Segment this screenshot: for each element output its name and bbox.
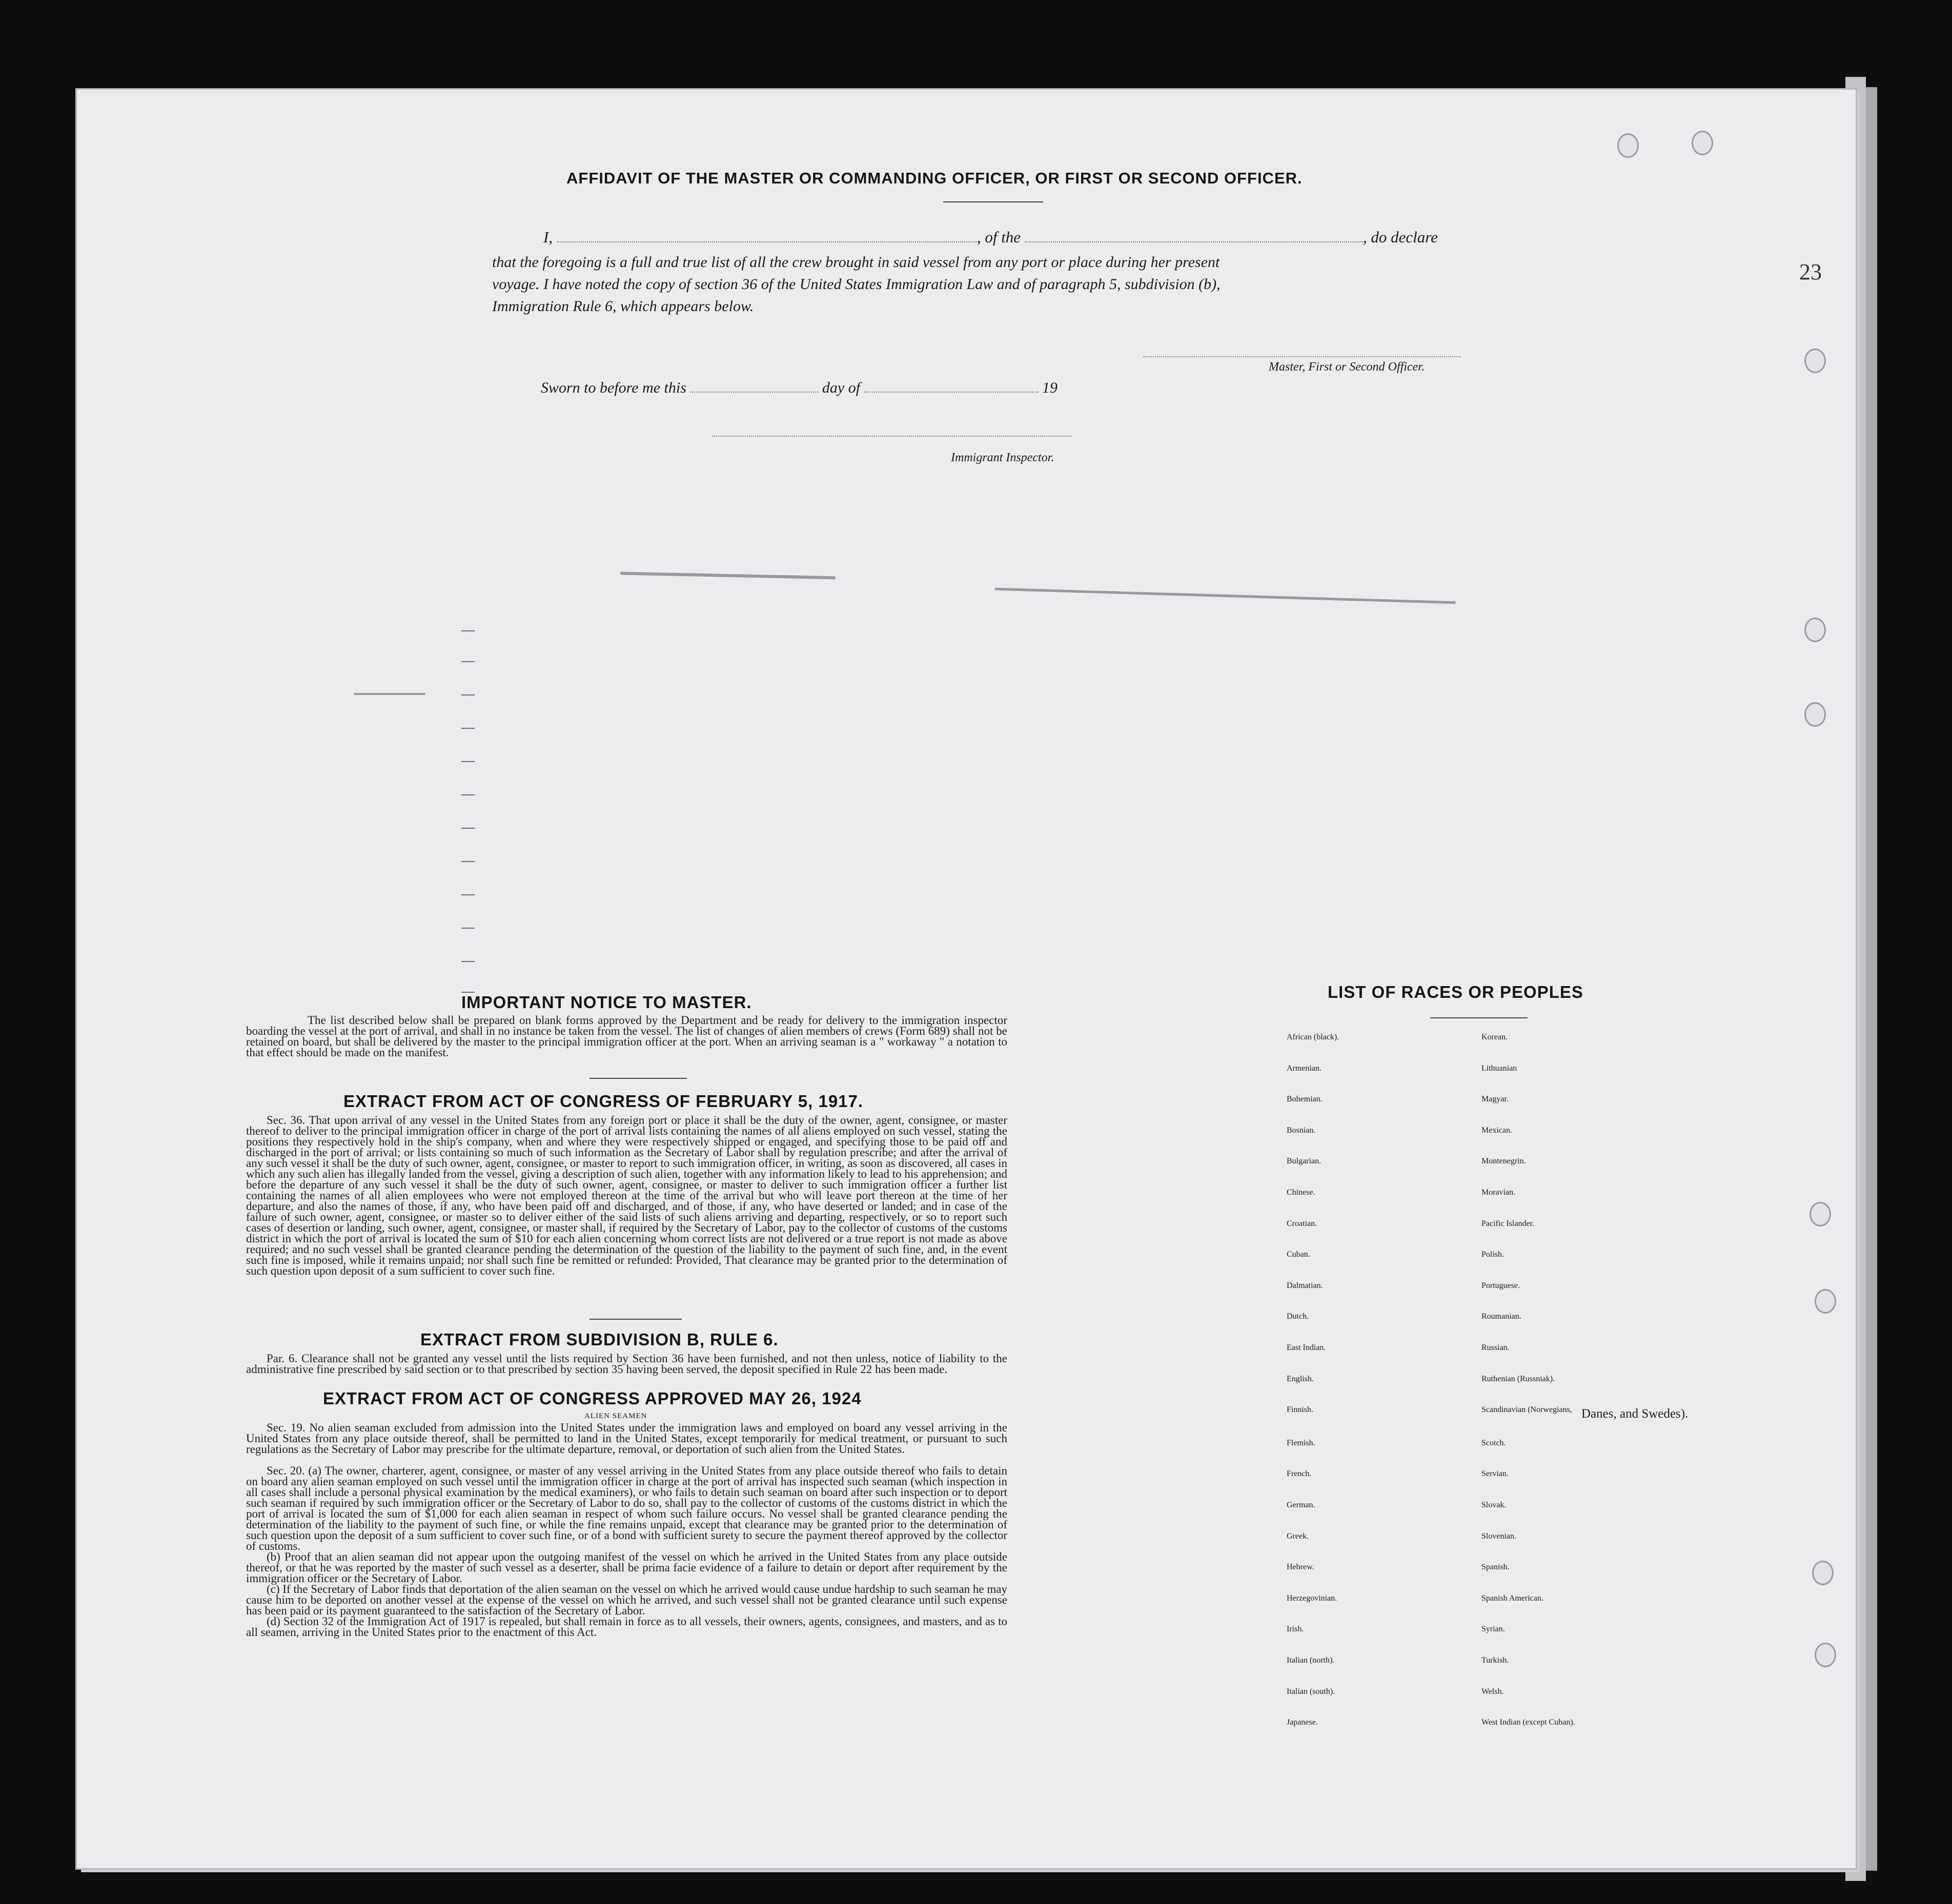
- races-title-rule: [1430, 1017, 1528, 1018]
- notice-title: IMPORTANT NOTICE TO MASTER.: [461, 993, 752, 1012]
- race-item: Portuguese.: [1481, 1281, 1520, 1290]
- day-of-label: day of: [822, 379, 861, 396]
- race-item: Scotch.: [1481, 1438, 1506, 1447]
- race-item: English.: [1287, 1374, 1314, 1383]
- race-item: Welsh.: [1481, 1687, 1504, 1696]
- race-item: Italian (north).: [1287, 1656, 1335, 1665]
- declaration-of-the: , of the: [977, 228, 1021, 246]
- declaration-body-3: Immigration Rule 6, which appears below.: [492, 298, 754, 315]
- extract-1924-sec20d: (d) Section 32 of the Immigration Act of 1917 is repealed, but shall remain in force as to all vessels, their owners, agents, consignees, and masters, and as to all seamen, arriving in the United States prior to the enactment of this Act.: [246, 1615, 1007, 1639]
- sworn-month-field[interactable]: [864, 392, 1039, 393]
- punch-hole: [1804, 349, 1826, 373]
- extract-1924-sec19: Sec. 19. No alien seaman excluded from admission into the United States under the immigration laws and employed on board any vessel arriving in the United States from any place outside thereof, shall be permitted to land in the United States, except temporarily for medical treatment, or pursuant to such regulations as the Secretary of Labor may prescribe for the ultimate departure, removal, or deportation of such alien from the United States.: [246, 1421, 1007, 1456]
- margin-page-number: 23: [1799, 259, 1822, 284]
- punch-hole: [1804, 702, 1826, 727]
- race-item: Mexican.: [1481, 1125, 1512, 1135]
- race-item: Ruthenian (Russniak).: [1481, 1374, 1555, 1383]
- ruling-tick: [461, 694, 475, 695]
- race-item: Magyar.: [1481, 1095, 1509, 1104]
- race-item: Pacific Islander.: [1481, 1219, 1535, 1228]
- extract-rule6-title: EXTRACT FROM SUBDIVISION B, RULE 6.: [420, 1330, 779, 1349]
- race-item: Bohemian.: [1287, 1095, 1323, 1104]
- ruling-tick: [461, 728, 475, 729]
- race-item: Roumanian.: [1481, 1312, 1521, 1321]
- race-item: Flemish.: [1287, 1438, 1315, 1447]
- ruling-tick: [461, 630, 475, 631]
- extract-1924-sec20b: (b) Proof that an alien seaman did not appear upon the outgoing manifest of the vessel on which he arrived in the United States from any place outside thereof, or that he was reported by the master of such vessel as a deserter, shall be prima facie evidence of a failure to detain or deport after requirement by the immigration officer or the Secretary of Labor.: [246, 1550, 1007, 1585]
- scan-smudge: [354, 693, 425, 695]
- race-item: East Indian.: [1287, 1343, 1326, 1352]
- extract-1917-title: EXTRACT FROM ACT OF CONGRESS OF FEBRUARY 5, 1917.: [343, 1092, 864, 1111]
- race-item: Chinese.: [1287, 1188, 1315, 1197]
- race-item: Turkish.: [1481, 1656, 1509, 1665]
- race-item: West Indian (except Cuban).: [1481, 1718, 1575, 1727]
- race-item: Korean.: [1481, 1033, 1508, 1041]
- master-signature-line[interactable]: [1143, 356, 1461, 357]
- affidavit-title: AFFIDAVIT OF THE MASTER OR COMMANDING OFFICER, OR FIRST OR SECOND OFFICER.: [566, 169, 1303, 187]
- scan-smudge: [994, 588, 1456, 604]
- ruling-tick: [461, 761, 475, 762]
- race-item: Scandinavian (Norwegians,: [1481, 1405, 1572, 1415]
- vessel-name-field[interactable]: [1025, 241, 1363, 242]
- race-item: Slovenian.: [1481, 1531, 1516, 1541]
- extract-1924-title: EXTRACT FROM ACT OF CONGRESS APPROVED MAY 26, 1924: [323, 1389, 862, 1408]
- race-item: African (black).: [1287, 1033, 1339, 1041]
- sworn-label: Sworn to before me this: [541, 379, 686, 396]
- race-item: Spanish.: [1481, 1563, 1510, 1572]
- ruling-tick: [461, 961, 475, 962]
- race-item: Lithuanian: [1481, 1063, 1517, 1073]
- punch-hole: [1809, 1202, 1831, 1226]
- race-item: Armenian.: [1287, 1063, 1321, 1073]
- punch-hole: [1617, 133, 1639, 158]
- race-item: Moravian.: [1481, 1188, 1516, 1197]
- race-item: Bulgarian.: [1287, 1157, 1321, 1166]
- race-item: Dutch.: [1287, 1312, 1309, 1321]
- punch-hole: [1692, 131, 1713, 155]
- affidavit-title-rule: [943, 201, 1043, 202]
- race-item: Montenegrin.: [1481, 1157, 1526, 1166]
- declaration-do-declare: , do declare: [1363, 228, 1438, 246]
- ruling-tick: [461, 894, 475, 895]
- sworn-day-field[interactable]: [690, 392, 818, 393]
- page-stack-edge: [1866, 87, 1877, 1871]
- race-item: Finnish.: [1287, 1405, 1314, 1415]
- extract-1917-rule: [589, 1319, 682, 1320]
- master-signature-label: Master, First or Second Officer.: [1269, 360, 1425, 374]
- extract-1917-text: Sec. 36. That upon arrival of any vessel in the United States from any foreign port or place it shall be the duty of the owner, agent, consignee, or master thereof to deliver to the principal immigration officer in charge of the port of arrival lists containing the names of all aliens employed on such vessel, stating the positions they respectively hold in the ship's company, when and where they were respectively shipped or engaged, and specifying those to be paid off and discharged in the port of arrival; or lists containing so much of such information as the Secretary of Labor shall by regulation prescribe; and after the arrival of any such vessel it shall be the duty of such owner, agent, consignee, or master to report to such immigration officer, in writing, as soon as discovered, all cases in which any such alien has illegally landed from the vessel, giving a description of such alien, together with any information likely to lead to his apprehension; and before the departure of any such vessel it shall be the duty of such owner, agent, consignee, or master to deliver to such immigration officer a further list containing the names of all alien employees who were not employed thereon at the time of the arrival but who will leave port thereon at the time of her departure, and also the names of those, if any, who have been paid off and discharged, and of those, if any, who have deserted or landed; and in case of the failure of such owner, agent, consignee, or master so to deliver either of the said lists of such aliens arriving and departing, respectively, or so to report such cases of desertion or landing, such owner, agent, consignee, or master shall, if required by the Secretary of Labor, pay to the collector of customs of the customs district in which the port of arrival is located the sum of $10 for each alien concerning whom correct lists are not delivered or a true report is not made as above required; and no such vessel shall be granted clearance pending the determination of the question of the liability to the payment of such fine, and, in the event such fine is imposed, while it remains unpaid; nor shall such fine be remitted or refunded: Provided, That clearance may be granted prior to the determination of such question upon deposit of a sum sufficient to cover such fine.: [246, 1114, 1007, 1277]
- punch-hole: [1815, 1643, 1836, 1667]
- master-name-field[interactable]: [557, 241, 977, 242]
- notice-text: The list described below shall be prepared on blank forms approved by the Department and be ready for delivery to the immigration inspector boarding the vessel at the port of arrival, and shall in no instance be taken from the vessel. The list of changes of alien members of crews (Form 689) shall not be retained on board, but shall be delivered by the master to the principal immigration officer at the port. When an arriving seaman is a " workaway " a notation to that effect should be made on the manifest.: [246, 1014, 1007, 1059]
- year-label: 19: [1042, 379, 1058, 396]
- race-item: Irish.: [1287, 1625, 1304, 1634]
- inspector-signature-line[interactable]: [713, 436, 1071, 437]
- declaration-body-1: that the foregoing is a full and true list of all the crew brought in said vessel from any port or place during her present: [492, 254, 1220, 271]
- race-item: Croatian.: [1287, 1219, 1317, 1228]
- race-item: French.: [1287, 1469, 1312, 1479]
- sworn-line: [541, 379, 1058, 397]
- race-item: Slovak.: [1481, 1501, 1507, 1509]
- scan-smudge: [620, 572, 836, 580]
- punch-hole: [1812, 1561, 1834, 1585]
- race-item: Bosnian.: [1287, 1125, 1316, 1135]
- race-item: Japanese.: [1287, 1718, 1318, 1727]
- race-item: Dalmatian.: [1287, 1281, 1323, 1290]
- ruling-tick: [461, 828, 475, 829]
- manifest-page: [77, 90, 1856, 1868]
- ruling-tick: [461, 661, 475, 662]
- race-item: Syrian.: [1481, 1625, 1505, 1634]
- extract-1924-subtitle: ALIEN SEAMEN: [584, 1412, 647, 1420]
- race-item: Russian.: [1481, 1343, 1510, 1352]
- race-item: Hebrew.: [1287, 1563, 1314, 1572]
- extract-1924-sec20a: Sec. 20. (a) The owner, charterer, agent, consignee, or master of any vessel arriving in the United States from any place outside thereof who fails to detain on board any alien seaman employed on such vessel until the immigration officer in charge at the port of arrival has inspected such seaman (which inspection in all cases shall include a personal physical examination by the medical examiners), or who fails to detain such seaman on board after such inspection or to deport such seaman if required by such immigration officer or the Secretary of Labor to do so, shall pay to the collector of customs of the customs district in which the port of arrival is located the sum of $1,000 for each alien seaman in respect of whom such failure occurs. No vessel shall be granted clearance pending the determination of the liability to the payment of such fine, or while the fine remains unpaid, except that clearance may be granted prior to the determination of such question upon the deposit of a sum sufficient to cover such fine, or of a bond with sufficient surety to secure the payment thereof approved by the collector of customs.: [246, 1464, 1007, 1552]
- punch-hole: [1804, 618, 1826, 642]
- race-item: German.: [1287, 1501, 1315, 1509]
- notice-rule: [589, 1078, 687, 1079]
- race-item: Cuban.: [1287, 1250, 1310, 1259]
- ruling-tick: [461, 794, 475, 795]
- race-item: Servian.: [1481, 1469, 1509, 1479]
- declaration-line: [543, 228, 1438, 247]
- race-item: Herzegovinian.: [1287, 1593, 1337, 1603]
- race-item: Italian (south).: [1287, 1687, 1335, 1696]
- race-item: Greek.: [1287, 1531, 1309, 1541]
- extract-1924-sec20c: (c) If the Secretary of Labor finds that deportation of the alien seaman on the vessel on which he arrived would cause undue hardship to such seaman he may cause him to be deported on another vessel at the expense of the vessel on which he arrived, and such vessel shall not be granted clearance until such expense has been paid or its payment guaranteed to the satisfaction of the Secretary of Labor.: [246, 1583, 1007, 1617]
- punch-hole: [1815, 1289, 1836, 1314]
- declaration-i: I,: [543, 228, 553, 246]
- inspector-label: Immigrant Inspector.: [951, 451, 1054, 464]
- race-item: Spanish American.: [1481, 1593, 1543, 1603]
- ruling-tick: [461, 928, 475, 929]
- race-item: Polish.: [1481, 1250, 1504, 1259]
- ruling-tick: [461, 861, 475, 862]
- extract-rule6-text: Par. 6. Clearance shall not be granted any vessel until the lists required by Section 36 have been furnished, and not then unless, notice of liability to the administrative fine prescribed by said section or to that prescribed by section 35 having been served, the deposit specified in Rule 22 has been made.: [246, 1352, 1007, 1376]
- race-scandinavian-continuation: Danes, and Swedes).: [1581, 1407, 1689, 1421]
- declaration-body-2: voyage. I have noted the copy of section 36 of the United States Immigration Law and of paragraph 5, subdivision (b),: [492, 276, 1221, 293]
- races-title: LIST OF RACES OR PEOPLES: [1328, 982, 1583, 1001]
